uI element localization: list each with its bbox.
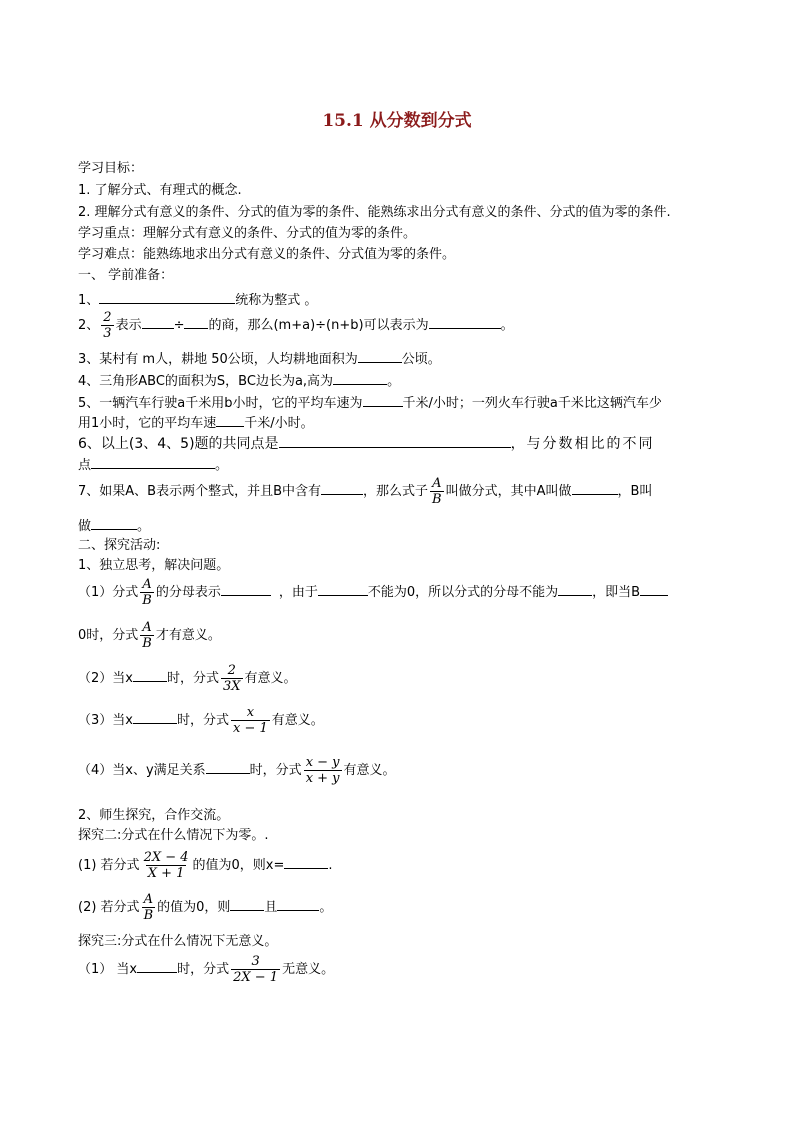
subsection-1: 1、独立思考，解决问题。 <box>78 558 230 573</box>
fraction: $\frac{A}{B}$ <box>143 892 154 923</box>
part-4: （4）当x、y满足关系 时，分式 $\frac{x - y}{x + y}$ 有意义。 <box>78 755 396 786</box>
answer-blank[interactable] <box>137 959 177 973</box>
answer-blank[interactable] <box>572 481 618 495</box>
fraction: $\frac{2}{3}$ <box>103 310 112 341</box>
subsection-2: 2、师生探究，合作交流。 <box>78 808 230 823</box>
answer-blank[interactable] <box>142 315 174 329</box>
fraction: $\frac{2}{3X}$ <box>222 663 241 694</box>
question-2: 2、 $\frac{2}{3}$ 表示 ÷ 的商，那么(m+a)÷(n+b)可以表示为 。 <box>78 310 514 341</box>
answer-blank[interactable] <box>363 393 403 407</box>
answer-blank[interactable] <box>321 481 363 495</box>
fraction: $\frac{A}{B}$ <box>142 577 152 608</box>
page-title: 15.1 从分数到分式 <box>322 111 472 131</box>
part-1-cont: 0时，分式 $\frac{A}{B}$ 才有意义。 <box>78 620 221 651</box>
question-7-cont: 做 。 <box>78 516 150 535</box>
question-3: 3、某村有 m人，耕地 50公顷，人均耕地面积为 公顷。 <box>78 349 441 368</box>
key-point: 学习重点：理解分式有意义的条件、分式的值为零的条件。 <box>78 226 417 241</box>
answer-blank[interactable] <box>216 413 244 427</box>
question-5: 5、一辆汽车行驶a千米用b小时，它的平均车速为 千米/小时；一列火车行驶a千米比这辆汽车少 <box>78 393 662 412</box>
part-1: （1）分式 $\frac{A}{B}$ 的分母表示 ，由于 不能为0，所以分式的分母不能为 ，即当B <box>78 576 668 610</box>
answer-blank[interactable] <box>133 668 167 682</box>
question-7: 7、如果A、B表示两个整式，并且B中含有 ，那么式子 $\frac{A}{B}$ 叫做分式，其中A叫做 ，B叫 <box>78 476 653 507</box>
answer-blank[interactable] <box>99 290 235 304</box>
answer-blank[interactable] <box>221 582 271 596</box>
answer-blank[interactable] <box>133 710 177 724</box>
goal-2: 2. 理解分式有意义的条件、分式的值为零的条件、能熟练求出分式有意义的条件、分式的值为零的条件. <box>78 205 671 220</box>
answer-blank[interactable] <box>333 371 387 385</box>
fraction: $\frac{2X - 4}{X + 1}$ <box>143 850 189 881</box>
part-2: （2）当x 时，分式 $\frac{2}{3X}$ 有意义。 <box>78 663 297 694</box>
explore-2-q2: (2) 若分式 $\frac{A}{B}$ 的值为0，则 且 。 <box>78 892 333 923</box>
question-6: 6、以上(3、4、5)题的共同点是 ，与分数相比的不同 <box>78 436 655 452</box>
answer-blank[interactable] <box>358 349 402 363</box>
answer-blank[interactable] <box>91 516 137 530</box>
question-6-cont: 点 。 <box>78 455 228 474</box>
section2-heading: 二、探究活动: <box>78 538 161 553</box>
answer-blank[interactable] <box>230 897 264 911</box>
answer-blank[interactable] <box>279 434 511 448</box>
explore-3-q1: （1） 当x 时，分式 $\frac{3}{2X - 1}$ 无意义。 <box>78 954 335 985</box>
answer-blank[interactable] <box>429 315 501 329</box>
answer-blank[interactable] <box>184 315 208 329</box>
question-1: 1、 统称为整式 。 <box>78 290 317 309</box>
explore-2-q1: (1) 若分式 $\frac{2X - 4}{X + 1}$ 的值为0，则x= . <box>78 850 333 881</box>
difficult-point: 学习难点：能熟练地求出分式有意义的条件、分式值为零的条件。 <box>78 247 456 262</box>
goals-heading: 学习目标： <box>78 161 144 176</box>
fraction: $\frac{x - y}{x + y}$ <box>305 755 340 786</box>
answer-blank[interactable] <box>284 855 328 869</box>
question-5-cont: 用1小时，它的平均车速 千米/小时。 <box>78 413 314 432</box>
answer-blank[interactable] <box>91 455 215 469</box>
fraction: $\frac{A}{B}$ <box>432 476 442 507</box>
answer-blank[interactable] <box>277 897 319 911</box>
section1-heading: 一、 学前准备： <box>78 268 174 283</box>
fraction: $\frac{A}{B}$ <box>142 620 152 651</box>
answer-blank[interactable] <box>640 582 668 596</box>
answer-blank[interactable] <box>318 582 368 596</box>
answer-blank[interactable] <box>206 760 250 774</box>
fraction: $\frac{x}{x - 1}$ <box>232 705 268 736</box>
question-4: 4、三角形ABC的面积为S，BC边长为a,高为 。 <box>78 371 400 390</box>
goal-1: 1. 了解分式、有理式的概念. <box>78 183 242 198</box>
fraction: $\frac{3}{2X - 1}$ <box>233 954 279 985</box>
answer-blank[interactable] <box>558 582 592 596</box>
explore-2-heading: 探究二:分式在什么情况下为零。. <box>78 828 269 843</box>
part-3: （3）当x 时，分式 $\frac{x}{x - 1}$ 有意义。 <box>78 705 324 736</box>
explore-3-heading: 探究三:分式在什么情况下无意义。 <box>78 934 278 949</box>
